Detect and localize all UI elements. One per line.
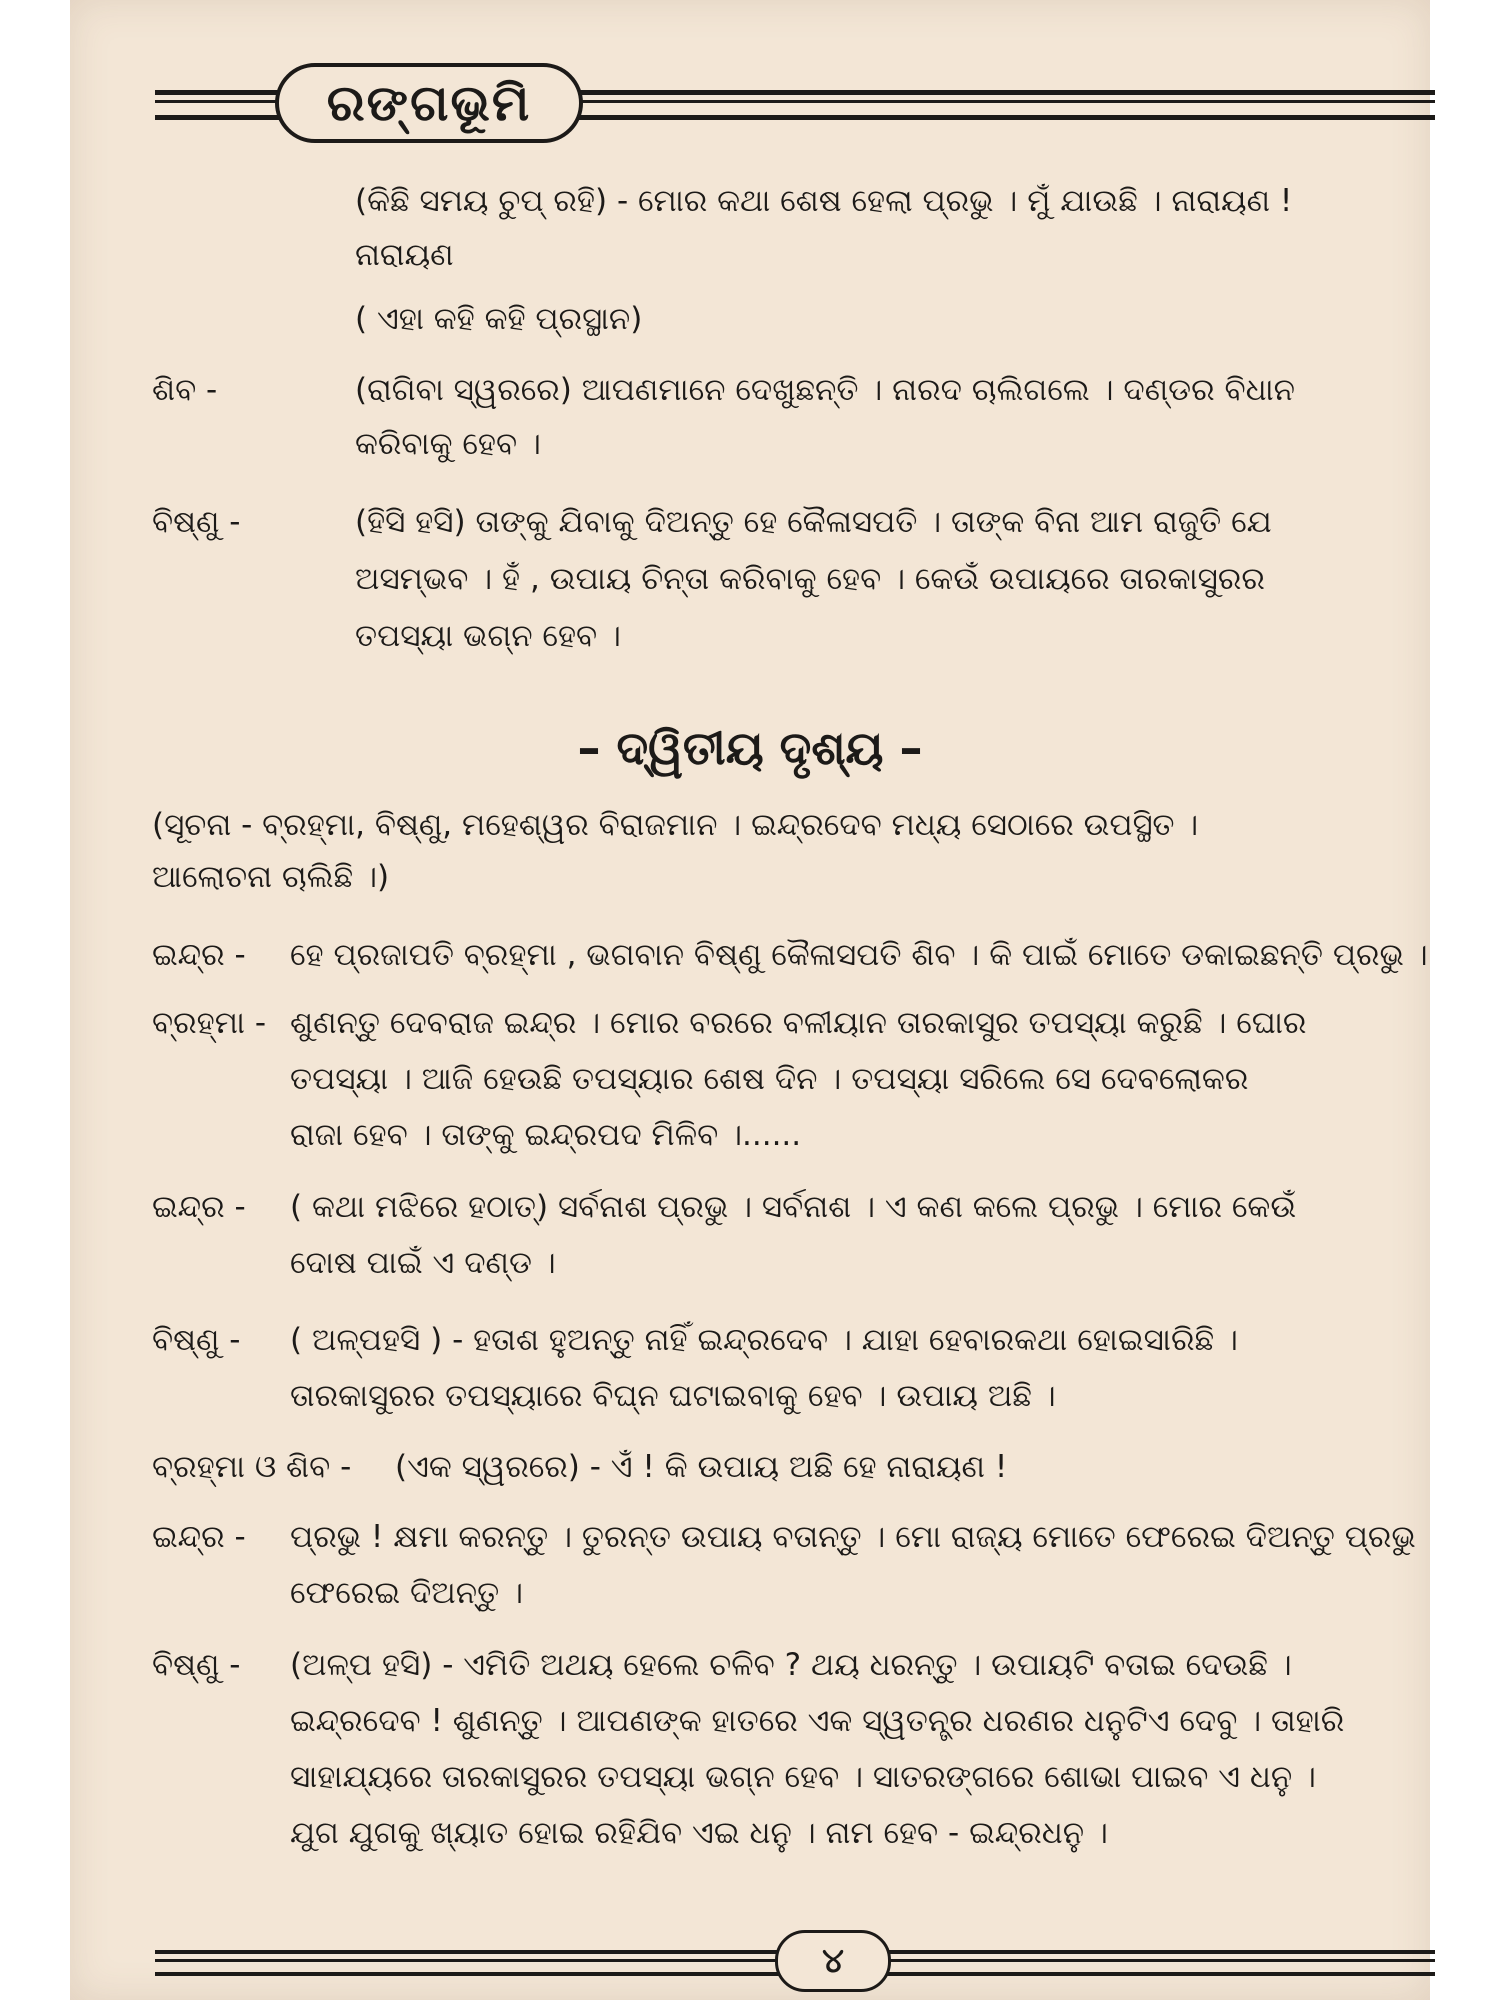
stage-note: ଆଲୋଚନା ଚାଲିଛି ।) [152,859,390,895]
speaker-label: ଇନ୍ଦ୍ର - [152,937,246,973]
speaker-label: ଶିବ - [152,372,218,408]
speaker-label: ବ୍ରହ୍ମା ଓ ଶିବ - [152,1449,352,1485]
stage-direction: ( ଏହା କହି କହି ପ୍ରସ୍ଥାନ) [355,301,643,337]
dialogue-line: ତାରକାସୁରର ତପସ୍ୟାରେ ବିଘ୍ନ ଘଟାଇବାକୁ ହେବ । ଉପାୟ ଅଛି । [290,1378,1056,1414]
dialogue-line: କରିବାକୁ ହେବ । [355,426,541,462]
dialogue-line: ହେ ପ୍ରଜାପତି ବ୍ରହ୍ମା , ଭଗବାନ ବିଷ୍ଣୁ କୈଳାସପତି ଶିବ । କି ପାଇଁ ମୋତେ ଡକାଇଛନ୍ତି ପ୍ରଭୁ । [290,937,1428,973]
dialogue-line: (ରାଗିବା ସ୍ୱରରେ) ଆପଣମାନେ ଦେଖୁଛନ୍ତି । ନାରଦ ଚାଲିଗଲେ । ଦଣ୍ଡର ବିଧାନ [355,372,1296,408]
speaker-label: ବିଷ୍ଣୁ - [152,504,241,540]
dialogue-line: (ଅଳ୍ପ ହସି) - ଏମିତି ଅଥୟ ହେଲେ ଚଳିବ ? ଥୟ ଧରନ୍ତୁ । ଉପାୟଟି ବତାଇ ଦେଉଛି । [290,1647,1292,1683]
header-logo: ରଙ୍ଗଭୂମି [275,63,583,143]
dialogue-line: ଶୁଣନ୍ତୁ ଦେବରାଜ ଇନ୍ଦ୍ର । ମୋର ବରରେ ବଳୀୟାନ ତାରକାସୁର ତପସ୍ୟା କରୁଛି । ଘୋର [290,1005,1307,1041]
speaker-label: ଇନ୍ଦ୍ର - [152,1189,246,1225]
dialogue-line: ଯୁଗ ଯୁଗକୁ ଖ୍ୟାତ ହୋଇ ରହିଯିବ ଏଇ ଧନୁ । ନାମ ହେବ - ଇନ୍ଦ୍ରଧନୁ । [290,1815,1108,1851]
speaker-label: ବିଷ୍ଣୁ - [152,1647,241,1683]
dialogue-line: (ହିସି ହସି) ତାଙ୍କୁ ଯିବାକୁ ଦିଅନ୍ତୁ ହେ କୈଳାସପତି । ତାଙ୍କ ବିନା ଆମ ରାଜୁତି ଯେ [355,504,1272,540]
dialogue-line: ( କଥା ମଝିରେ ହଠାତ୍) ସର୍ବନାଶ ପ୍ରଭୁ । ସର୍ବନାଶ । ଏ କଣ କଲେ ପ୍ରଭୁ । ମୋର କେଉଁ [290,1189,1297,1225]
dialogue-line: ( ଅଳ୍ପହସି ) - ହତାଶ ହୁଅନ୍ତୁ ନାହିଁ ଇନ୍ଦ୍ରଦେବ । ଯାହା ହେବାରକଥା ହୋଇସାରିଛି । [290,1322,1238,1358]
speaker-label: ବ୍ରହ୍ମା - [152,1005,267,1041]
dialogue-line: ତପସ୍ୟା ଭଗ୍ନ ହେବ । [355,618,621,654]
book-page [70,0,1430,2000]
dialogue-line: (ଏକ ସ୍ୱରରେ) - ଏଁ ! କି ଉପାୟ ଅଛି ହେ ନାରାୟଣ ! [395,1449,1008,1485]
dialogue-line: ରାଜା ହେବ । ତାଙ୍କୁ ଇନ୍ଦ୍ରପଦ ମିଳିବ ।...... [290,1117,802,1153]
text-line: ନାରାୟଣ [355,237,454,273]
dialogue-line: ସାହାଯ୍ୟରେ ତାରକାସୁରର ତପସ୍ୟା ଭଗ୍ନ ହେବ । ସାତରଙ୍ଗରେ ଶୋଭା ପାଇବ ଏ ଧନୁ । [290,1759,1316,1795]
dialogue-line: ଦୋଷ ପାଇଁ ଏ ଦଣ୍ଡ । [290,1245,556,1281]
scene-title: – ଦ୍ୱିତୀୟ ଦୃଶ୍ୟ – [577,721,923,775]
dialogue-line: ଅସମ୍ଭବ । ହଁ , ଉପାୟ ଚିନ୍ତା କରିବାକୁ ହେବ । କେଉଁ ଉପାୟରେ ତାରକାସୁରର [355,561,1265,597]
dialogue-line: ପ୍ରଭୁ ! କ୍ଷମା କରନ୍ତୁ । ତୁରନ୍ତ ଉପାୟ ବତାନ୍ତୁ । ମୋ ରାଜ୍ୟ ମୋତେ ଫେରେଇ ଦିଅନ୍ତୁ ପ୍ରଭୁ [290,1519,1416,1555]
stage-note: (ସୂଚନା - ବ୍ରହ୍ମା, ବିଷ୍ଣୁ, ମହେଶ୍ୱର ବିରାଜମାନ । ଇନ୍ଦ୍ରଦେବ ମଧ୍ୟ ସେଠାରେ ଉପସ୍ଥିତ । [152,807,1199,843]
dialogue-line: ଫେରେଇ ଦିଅନ୍ତୁ । [290,1575,524,1611]
dialogue-line: ତପସ୍ୟା । ଆଜି ହେଉଛି ତପସ୍ୟାର ଶେଷ ଦିନ । ତପସ୍ୟା ସରିଲେ ସେ ଦେବଲୋକର [290,1061,1249,1097]
page-number: ୪ [775,1930,891,1992]
speaker-label: ବିଷ୍ଣୁ - [152,1322,241,1358]
dialogue-line: ଇନ୍ଦ୍ରଦେବ ! ଶୁଣନ୍ତୁ । ଆପଣଙ୍କ ହାତରେ ଏକ ସ୍ୱତନ୍ତ୍ର ଧରଣର ଧନୁଟିଏ ଦେବୁ । ତାହାରି [290,1703,1345,1739]
text-line: (କିଛି ସମୟ ଚୁପ୍ ରହି) - ମୋର କଥା ଶେଷ ହେଲା ପ୍ରଭୁ । ମୁଁ ଯାଉଛି । ନାରାୟଣ ! [355,183,1293,219]
speaker-label: ଇନ୍ଦ୍ର - [152,1519,246,1555]
